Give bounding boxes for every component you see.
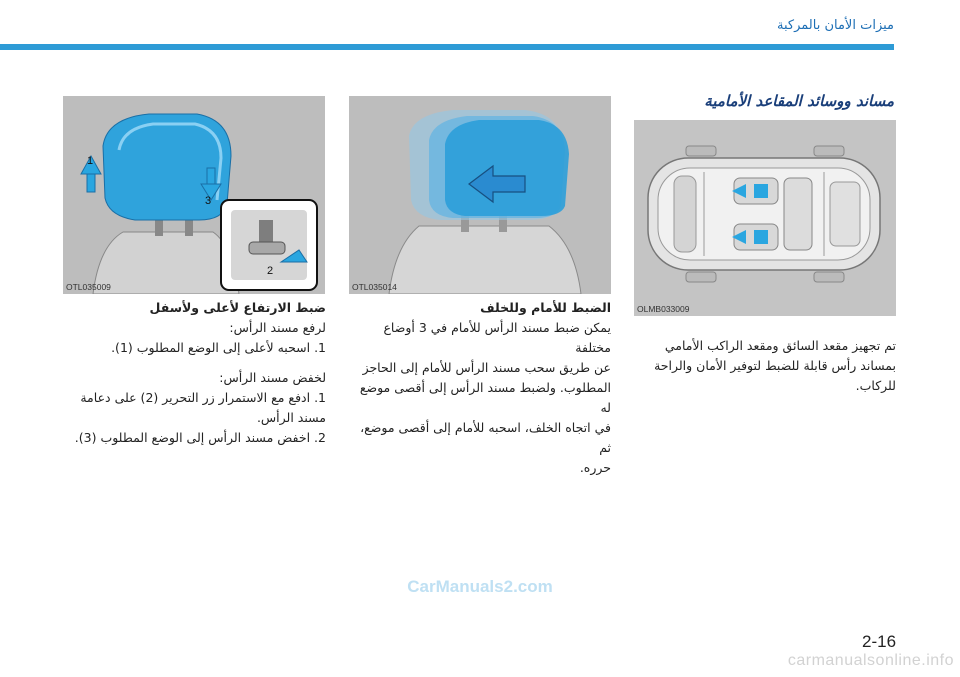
watermark-carmanuals2: CarManuals2.com: [407, 577, 553, 596]
intro-paragraph: [626, 336, 896, 396]
paragraph-line: للركاب.: [855, 378, 896, 393]
figure-label-3: 3: [205, 195, 212, 207]
paragraph-line: عن طريق سحب مسند الرأس للأمام إلى الحاجز: [362, 360, 611, 375]
figure-code: OTL035014: [352, 282, 397, 292]
forward-adjust-heading: الضبط للأمام وللخلف: [480, 300, 611, 315]
page-number: 2-16: [862, 632, 897, 651]
headrest-forward-illustration: [349, 96, 611, 294]
paragraph-line: تم تجهيز مقعد السائق ومقعد الراكب الأمامي: [664, 338, 896, 353]
lower-step: 2. اخفض مسند الرأس إلى الوضع المطلوب (3).: [74, 430, 326, 445]
header-rule: [0, 44, 894, 50]
headrest-height-illustration: [63, 96, 325, 294]
car-top-view-figure: [634, 120, 896, 316]
figure-label-2: 2: [267, 265, 274, 277]
raise-heading: لرفع مسند الرأس:: [229, 320, 326, 335]
header-title: ميزات الأمان بالمركبة: [777, 18, 894, 33]
height-adjust-heading: ضبط الارتفاع لأعلى ولأسفل: [149, 300, 326, 315]
headrest-forward-figure: [349, 96, 611, 294]
paragraph-line: حرره.: [579, 460, 611, 475]
figure-code: OLMB033009: [637, 304, 690, 314]
lower-step: مسند الرأس.: [256, 410, 326, 425]
section-heading: مساند ووسائد المقاعد الأمامية: [704, 92, 894, 110]
figure-code: OTL035009: [66, 282, 111, 292]
lower-heading: لخفض مسند الرأس:: [219, 370, 326, 385]
paragraph-line: المطلوب. ولضبط مسند الرأس إلى أقصى موضع له: [359, 380, 611, 415]
paragraph-line: بمساند رأس قابلة للضبط لتوفير الأمان والراحة: [654, 358, 896, 373]
lower-step: 1. ادفع مع الاستمرار زر التحرير (2) على دعامة: [80, 390, 326, 405]
car-top-view-illustration: [634, 120, 896, 316]
figure-label-1: 1: [87, 155, 94, 167]
forward-adjust-section: [347, 298, 611, 478]
height-adjust-section: [62, 298, 326, 448]
raise-step: 1. اسحبه لأعلى إلى الوضع المطلوب (1).: [111, 340, 326, 355]
paragraph-line: يمكن ضبط مسند الرأس للأمام في 3 أوضاع مختلفة: [383, 320, 611, 355]
headrest-height-figure: [63, 96, 325, 294]
paragraph-line: في اتجاه الخلف، اسحبه للأمام إلى أقصى موضع، ثم: [360, 420, 611, 455]
watermark-carmanualsonline: carmanualsonline.info: [787, 652, 954, 669]
